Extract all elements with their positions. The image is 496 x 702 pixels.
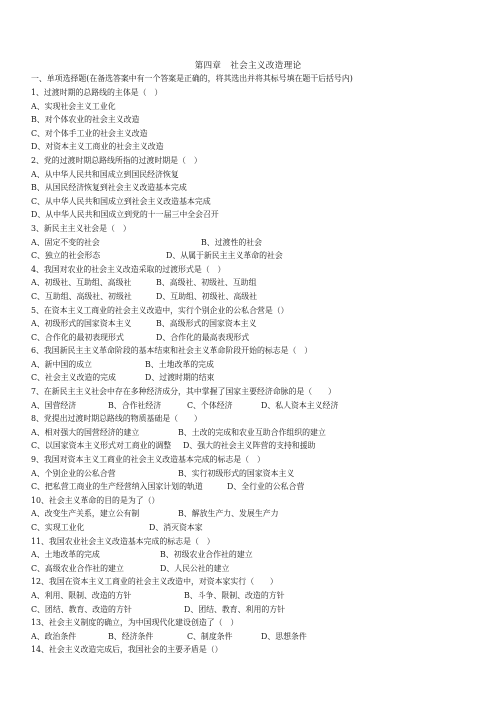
answer-option: C、独立的社会形态 [31,251,101,261]
answer-option: C、社会主义改造的完成 [31,373,116,383]
line-text: A、实现社会主义工业化 [31,101,116,111]
question-stem [31,412,491,426]
question-stem [31,643,491,657]
question-stem [31,575,491,589]
option-line [31,467,491,481]
answer-option: B、土地改革的完成 [145,359,214,369]
question-stem [31,616,491,630]
option-line [31,562,491,576]
answer-option: C、合作化的最初表现形式 [31,332,124,342]
line-text: 2、党的过渡时期总路线所指的过渡时期是（ ） [31,155,202,165]
answer-option: A、初级形式的国家资本主义 [31,319,132,329]
question-stem [31,263,491,277]
option-line [31,548,491,562]
answer-option: A、利用、限制、改造的方针 [31,590,132,600]
option-line [31,426,491,440]
line-text: B、从国民经济恢复到社会主义改造基本完成 [31,183,187,193]
answer-option: D、从属于新民主主义革命的社会 [166,251,283,261]
option-line [31,236,491,250]
answer-option: B、合作社经济 [108,400,162,410]
answer-option: D、过渡时期的结束 [145,373,215,383]
line-text: D、对资本主义工商业的社会主义改造 [31,142,164,152]
question-stem [31,453,491,467]
answer-option: B、解放生产力、发展生产力 [178,509,279,519]
answer-option: C、高级农业合作社的建立 [31,563,124,573]
option-line [31,168,491,182]
answer-option: A、改变生产关系，建立公有制 [31,509,140,519]
answer-option: D、人民公社的建立 [160,563,230,573]
option-line [31,113,491,127]
answer-option: B、初级农业合作社的建立 [160,550,253,560]
option-line [31,358,491,372]
line-text: 8、党提出过渡时期总路线的物质基础是（ ） [31,414,202,424]
page-title: 第四章 社会主义改造理论 [194,61,302,71]
line-text: A、从中华人民共和国成立到国民经济恢复 [31,169,179,179]
answer-option: D、消灭资本家 [149,523,203,532]
line-text: 1、过渡时期的总路线的主体是（ ） [31,88,163,97]
option-line [31,603,491,617]
option-line [31,630,491,644]
option-line [31,276,491,290]
line-text: 12、我国在资本主义工商业的社会主义改造中，对资本家实行（ ） [31,577,278,587]
answer-option: C、制度条件 [187,631,233,641]
answer-option: D、合作化的最高表现形式 [156,332,250,342]
section-instructions: 一、单项选择题(在备选答案中有一个答案是正确的，将其选出并将其标号填在题干后括号内) [31,74,353,83]
option-line [31,181,491,195]
line-text: D、从中华人民共和国成立到党的十一届三中全会召开 [31,210,219,220]
option-line [31,521,491,535]
answer-option: A、国营经济 [31,400,77,410]
option-line [31,249,491,263]
answer-option: A、个别企业的公私合营 [31,468,116,478]
option-line [31,195,491,209]
question-stem [31,535,491,549]
option-line [31,480,491,494]
answer-option: D、思想条件 [261,631,307,641]
question-stem [31,494,491,508]
option-line [31,399,491,413]
line-text: 14、社会主义改造完成后，我国社会的主要矛盾是（） [31,645,223,655]
answer-option: C、以国家资本主义形式对工商业的调整 [31,441,172,451]
line-text: 11、我国农业社会主义改造基本完成的标志是（ ） [31,536,215,546]
answer-option: A、政治条件 [31,631,77,641]
option-line [31,317,491,331]
answer-option: B、高级形式的国家资本主义 [156,319,257,329]
line-text: 3、新民主主义社会是（ ） [31,223,131,233]
option-line [31,290,491,304]
option-line [31,507,491,521]
answer-option: A、土地改革的完成 [31,550,100,560]
answer-option: A、固定不变的社会 [31,237,100,247]
option-line [31,127,491,141]
line-text: 13、社会主义制度的确立，为中国现代化建设创造了（ ） [31,618,239,628]
question-list [31,86,491,657]
option-line [31,589,491,603]
answer-option: C、团结、教育、改造的方针 [31,604,132,614]
question-stem [31,86,491,100]
option-line [31,371,491,385]
answer-option: B、土改的完成和农业互助合作组织的建立 [178,427,326,437]
answer-option: D、互助组、初级社、高级社 [156,291,258,301]
answer-option: B、经济条件 [108,631,154,641]
question-stem [31,154,491,168]
answer-option: C、把私营工商业的生产经营纳入国家计划的轨道 [31,482,203,492]
answer-option: A、初级社、互助组、高级社 [31,278,132,288]
answer-option: B、过渡性的社会 [201,237,263,247]
line-text: 4、我国对农业的社会主义改造采取的过渡形式是（ ） [31,264,226,274]
line-text: B、对个体农业的社会主义改造 [31,115,140,125]
answer-option: B、高级社、初级社、互助组 [156,278,257,288]
answer-option: D、强大的社会主义阵营的支持和援助 [183,441,316,451]
line-text: 5、在资本主义工商业的社会主义改造中，实行个别企业的公私合营是（） [31,305,289,315]
option-line [31,100,491,114]
option-line [31,331,491,345]
option-line [31,140,491,154]
line-text: C、从中华人民共和国成立到社会主义改造基本完成 [31,196,211,206]
option-line [31,439,491,453]
answer-option: D、团结、教育、利用的方针 [184,604,286,614]
line-text: C、对个体手工业的社会主义改造 [31,128,148,138]
question-stem [31,304,491,318]
line-text: 10、社会主义革命的目的是为了（） [31,495,160,505]
answer-option: C、实现工业化 [31,523,85,532]
answer-option: B、斗争、限制、改造的方针 [184,590,285,600]
answer-option: C、互助组、高级社、初级社 [31,291,132,301]
question-stem [31,344,491,358]
question-stem [31,385,491,399]
line-text: 7、在新民主主义社会中存在多种经济成分，其中掌握了国家主要经济命脉的是（ ） [31,387,336,397]
answer-option: A、相对强大的国营经济的建立 [31,427,140,437]
line-text: 6、我国新民主主义革命阶段的基本结束和社会主义革命阶段开始的标志是（ ） [31,346,313,356]
line-text: 9、我国对资本主义工商业的社会主义改造基本完成的标志是（ ） [31,455,265,465]
answer-option: C、个体经济 [187,400,233,410]
option-line [31,208,491,222]
answer-option: A、新中国的成立 [31,359,92,369]
question-stem [31,222,491,236]
answer-option: B、实行初级形式的国家资本主义 [178,468,295,478]
answer-option: D、全行业的公私合营 [227,482,305,492]
answer-option: D、私人资本主义经济 [261,400,339,410]
